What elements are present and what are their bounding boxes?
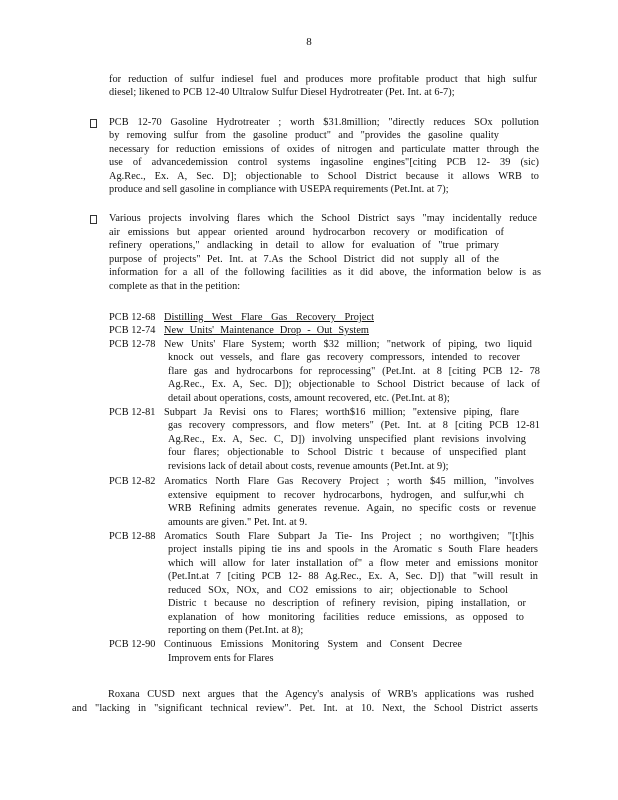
pcb-text: amounts are given." Pet. Int. at 9. bbox=[168, 517, 308, 528]
pcb-text: reduced SOx, NOx, and CO2 emissions to air; objectionable to School bbox=[168, 585, 508, 596]
bullet-marker-icon bbox=[90, 119, 97, 128]
pcb-number: PCB 12-81 bbox=[109, 407, 156, 418]
pcb-text: Distric t because no description of refinery revision, piping installation, or bbox=[168, 598, 526, 609]
bullet1-line-2: by removing sulfur from the gasoline product" and "provides the gasoline quality bbox=[109, 130, 499, 141]
pcb-text: gas recovery compressors, and flow meters" (Pet. Int. at 8 [citing PCB 12-81 bbox=[168, 420, 540, 431]
closing-line-1: Roxana CUSD next argues that the Agency's analysis of WRB's applications was rushed bbox=[108, 689, 534, 700]
pcb-text: (Pet.Int.at 7 [citing PCB 12- 88 Ag.Rec., Ex. A, Sec. D]) that "will result in bbox=[168, 571, 538, 582]
bullet2-line-5: information for a all of the following facilities as it did above, the information below is as bbox=[109, 267, 541, 278]
pcb-text: Improvem ents for Flares bbox=[168, 653, 274, 664]
page-number: 8 bbox=[306, 36, 312, 48]
pcb-text: revisions lack of detail about costs, revenue amounts (Pet.Int. at 9); bbox=[168, 461, 449, 472]
intro-line-2: diesel; likened to PCB 12-40 Ultralow Sulfur Diesel Hydrotreater (Pet. Int. at 6-7); bbox=[109, 87, 455, 98]
pcb-text: extensive equipment to recover hydrocarbons, hydrogen, and sulfur,whi ch bbox=[168, 490, 524, 501]
pcb-text: project installs piping tie ins and spools in the Aromatic s South Flare headers bbox=[168, 544, 538, 555]
pcb-text: reporting on them (Pet.Int. at 8); bbox=[168, 625, 304, 636]
pcb-number: PCB 12-78 bbox=[109, 339, 156, 350]
pcb-text: Aromatics South Flare Subpart Ja Tie- Ins Project ; no worthgiven; "[t]his bbox=[164, 531, 534, 542]
pcb-text: flare gas and hydrocarbons for reprocessing" (Pet.Int. at 8 [citing PCB 12- 78 bbox=[168, 366, 540, 377]
bullet1-line-1: PCB 12-70 Gasoline Hydrotreater ; worth $31.8million; "directly reduces SOx pollution bbox=[109, 117, 539, 128]
pcb-title: Distilling West Flare Gas Recovery Project bbox=[164, 312, 374, 323]
bullet1-line-6: produce and sell gasoline in compliance with USEPA requirements (Pet.Int. at 7); bbox=[109, 184, 449, 195]
bullet2-line-3: refinery operations," andlacking in detail to allow for evaluation of "true primary bbox=[109, 240, 499, 251]
intro-line-1: for reduction of sulfur indiesel fuel and produces more profitable product that high sulfur bbox=[109, 74, 537, 85]
bullet2-line-1: Various projects involving flares which the School District says "may incidentally reduce bbox=[109, 213, 537, 224]
bullet2-line-6: complete as that in the petition: bbox=[109, 281, 241, 292]
pcb-text: which will allow for later installation of" a flow meter and emissions monitor bbox=[168, 558, 538, 569]
bullet1-line-4: use of advancedemission control systems ingasoline engines"[citing PCB 12- 39 (sic) bbox=[109, 157, 539, 168]
pcb-text: explanation of how monitoring facilities reduce emissions, as opposed to bbox=[168, 612, 524, 623]
bullet-marker-icon bbox=[90, 215, 97, 224]
pcb-number: PCB 12-68 bbox=[109, 312, 156, 323]
pcb-number: PCB 12-90 bbox=[109, 639, 156, 650]
closing-line-2: and "lacking in "significant technical review". Pet. Int. at 10. Next, the School District asserts bbox=[72, 703, 538, 714]
pcb-text: Continuous Emissions Monitoring System and Consent Decree bbox=[164, 639, 462, 650]
bullet1-line-3: necessary for reduction emissions of oxides of nitrogen and particulate matter through the bbox=[109, 144, 539, 155]
bullet1-line-5: Ag.Rec., Ex. A, Sec. D]; objectionable to School District because it allows WRB to bbox=[109, 171, 539, 182]
pcb-text: detail about operations, costs, amount recovered, etc. (Pet.Int. at 8); bbox=[168, 393, 450, 404]
pcb-text: four flares; objectionable to School Distric t because of unspecified plant bbox=[168, 447, 526, 458]
bullet2-line-2: air emissions but appear oriented around hydrocarbon recovery or modification of bbox=[109, 227, 504, 238]
pcb-text: Subpart Ja Revisi ons to Flares; worth$16 million; "extensive piping, flare bbox=[164, 407, 519, 418]
pcb-number: PCB 12-82 bbox=[109, 476, 156, 487]
pcb-text: WRB Refining admits generates revenue. Again, no specific costs or revenue bbox=[168, 503, 536, 514]
pcb-text: Ag.Rec., Ex. A, Sec. C, D]) involving unspecified plant revisions involving bbox=[168, 434, 526, 445]
pcb-text: Ag.Rec., Ex. A, Sec. D]); objectionable to School District because of lack of bbox=[168, 379, 540, 390]
pcb-text: New Units' Flare System; worth $32 million; "network of piping, two liquid bbox=[164, 339, 532, 350]
bullet2-line-4: purpose of projects" Pet. Int. at 7.As the School District did not supply all of the bbox=[109, 254, 499, 265]
pcb-number: PCB 12-74 bbox=[109, 325, 156, 336]
pcb-text: Aromatics North Flare Gas Recovery Project ; worth $45 million, "involves bbox=[164, 476, 534, 487]
pcb-text: knock out vessels, and flare gas recovery compressors, intended to recover bbox=[168, 352, 520, 363]
pcb-title: New Units' Maintenance Drop - Out System bbox=[164, 325, 369, 336]
pcb-number: PCB 12-88 bbox=[109, 531, 156, 542]
